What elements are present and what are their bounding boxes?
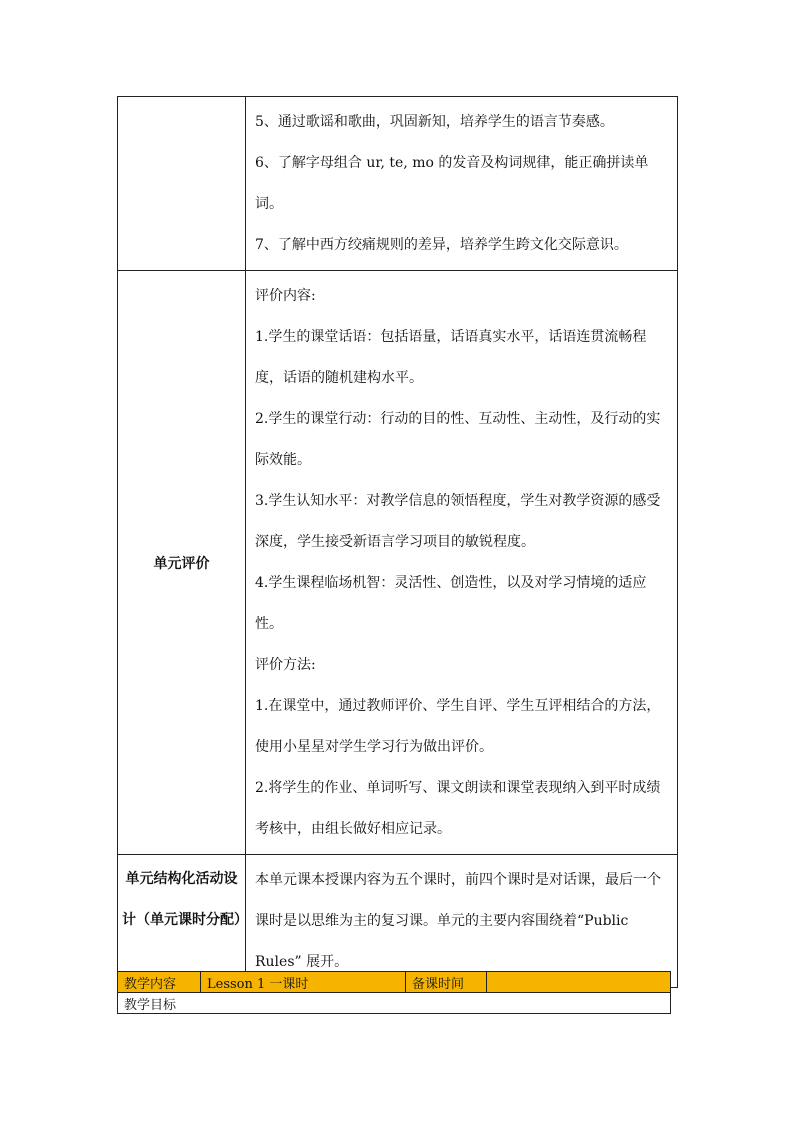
prep-time-label: 备课时间	[406, 972, 487, 993]
unit-plan-table	[117, 96, 678, 988]
objective-line: 5、通过歌谣和歌曲，巩固新知，培养学生的语言节奏感。	[255, 114, 614, 130]
lesson-content-label: 教学内容	[118, 972, 201, 993]
structure-label: 单元结构化活动设计（单元课时分配）	[122, 871, 248, 928]
evaluation-line: 1.在课堂中，通过教师评价、学生自评、学生互评相结合的方法，使用小星星对学生学习行为做出评价。	[255, 698, 661, 755]
structure-content-cell	[246, 855, 678, 988]
objective-line: 7、了解中西方绞痛规则的差异，培养学生跨文化交际意识。	[255, 237, 628, 253]
prep-time-value	[487, 972, 671, 993]
lesson-name: Lesson 1 一课时	[201, 972, 406, 993]
evaluation-line: 2.将学生的作业、单词听写、课文朗读和课堂表现纳入到平时成绩考核中，由组长做好相应记录。	[255, 780, 661, 837]
objectives-label-cell	[118, 97, 246, 271]
structure-label-cell	[118, 855, 246, 988]
evaluation-line: 1.学生的课堂话语：包括语量，话语真实水平，话语连贯流畅程度，话语的随机建构水平。	[255, 329, 647, 386]
objective-line: 6、了解字母组合 ur, te, mo 的发音及构词规律，能正确拼读单词。	[255, 155, 649, 212]
objectives-content-cell	[246, 97, 678, 271]
lesson-header-row	[118, 972, 671, 993]
structure-row	[118, 855, 678, 988]
lesson-goal-label: 教学目标	[118, 993, 671, 1014]
lesson-table	[117, 971, 671, 1014]
objectives-row	[118, 97, 678, 271]
structure-text: 本单元课本授课内容为五个课时，前四个课时是对话课，最后一个课时是以思维为主的复习课。单元的主要内容围绕着“Public Rules” 展开。	[255, 872, 661, 970]
evaluation-line: 2.学生的课堂行动：行动的目的性、互动性、主动性，及行动的实际效能。	[255, 411, 661, 468]
evaluation-line: 评价内容:	[255, 288, 316, 304]
evaluation-content-cell	[246, 271, 678, 855]
evaluation-line: 4.学生课程临场机智：灵活性、创造性，以及对学习情境的适应性。	[255, 575, 647, 632]
evaluation-row	[118, 271, 678, 855]
evaluation-line: 3.学生认知水平：对教学信息的领悟程度，学生对教学资源的感受深度，学生接受新语言学习项目的敏锐程度。	[255, 493, 661, 550]
evaluation-label: 单元评价	[118, 271, 246, 855]
evaluation-line: 评价方法:	[255, 657, 316, 673]
lesson-goal-row	[118, 993, 671, 1014]
